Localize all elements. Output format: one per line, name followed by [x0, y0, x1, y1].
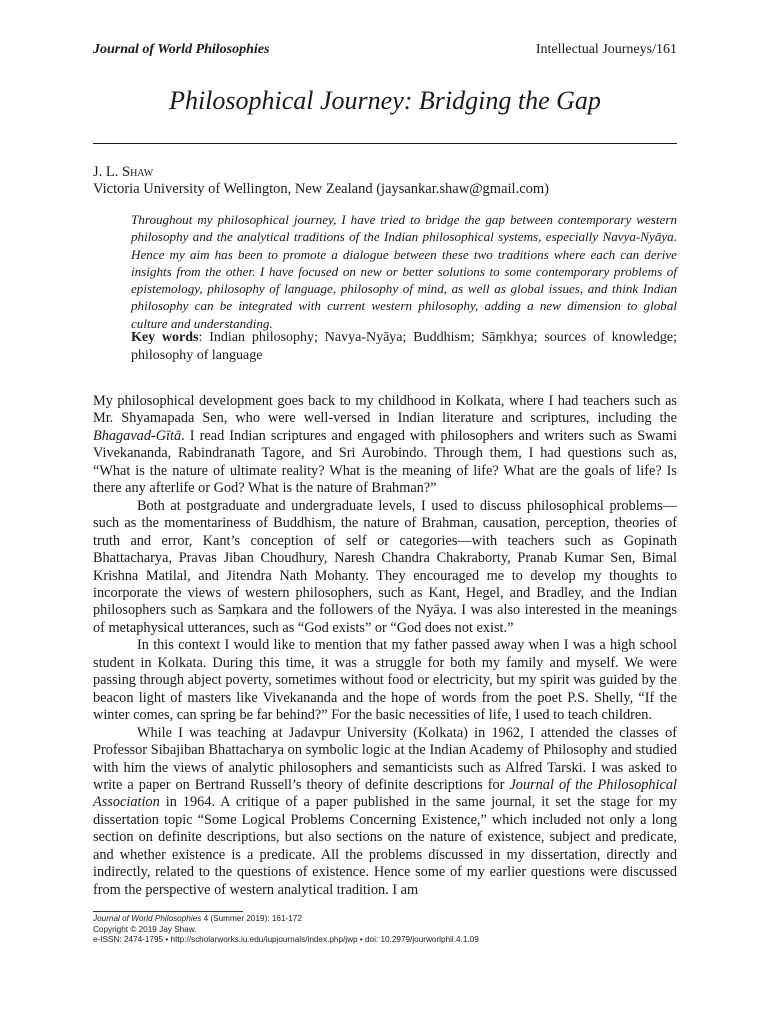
running-head	[93, 42, 677, 62]
footer-citation	[93, 914, 479, 925]
author-surname: Shaw	[122, 164, 154, 180]
title-divider	[93, 143, 677, 144]
article-title: Philosophical Journey: Bridging the Gap	[169, 86, 601, 115]
abstract: Throughout my philosophical journey, I have tried to bridge the gap between contemporary western philosophy and the analytical traditions of the Indian philosophical systems, especially Navya-Nyāya. Hence my aim has been to promote a dialogue between these two traditions where each can derive insights from the other. I have focused on new or better solutions to some contemporary problems of epistemology, philosophy of language, philosophy of mind, as well as global issues, and think Indian philosophy can be integrated with current western philosophy, adding a new dimension to global culture and understanding.	[131, 212, 677, 331]
keywords	[131, 329, 677, 364]
author-initials: J. L.	[93, 164, 122, 180]
footer	[93, 914, 479, 946]
keywords-list: : Indian philosophy; Navya-Nyāya; Buddhism; Sāṃkhya; sources of knowledge; philosophy of language	[131, 330, 677, 363]
paragraph-1	[93, 393, 677, 498]
footer-journal: Journal of World Philosophies	[93, 914, 202, 923]
paragraph-1-emphasis: Bhagavad-Gītā	[93, 427, 182, 444]
footer-divider	[93, 911, 243, 912]
paragraph-2: Both at postgraduate and undergraduate levels, I used to discuss philosophical problems—such as the momentariness of Buddhism, the nature of Brahman, causation, perception, theories of truth and error, Kant’s conception of self or categories—with teachers such as Gopinath Bhattacharya, Pravas Jiban Choudhury, Naresh Chandra Chakraborty, Pranab Kumar Sen, Bimal Krishna Matilal, and Jitendra Nath Mohanty. They encouraged me to develop my thoughts to incorporate the views of western philosophers, such as Kant, Hegel, and Bradley, and the Indian philosophers such as Saṃkara and the followers of the Nyāya. I was also interested in the meanings of metaphysical utterances, such as “God exists” or “God does not exist.”	[93, 497, 677, 636]
journal-name: Journal of World Philosophies	[93, 42, 270, 57]
paragraph-1-text-b: . I read Indian scriptures and engaged with philosophers and writers such as Swami Vivekananda, Rabindranath Tagore, and Sri Aurobindo. Through them, I had questions such as, “What is the nature of ultimate reality? What is the meaning of life? What are the goals of life? Is there any afterlife or God? What is the nature of Brahman?”	[93, 427, 677, 497]
page-reference: Intellectual Journeys/161	[535, 42, 677, 57]
footer-identifiers: e-ISSN: 2474-1795 • http://scholarworks.iu.edu/iupjournals/index.php/jwp • doi: 10.2979/jourworlphil.4.1.09	[93, 935, 479, 945]
paragraph-3: In this context I would like to mention that my father passed away when I was a high school student in Kolkata. During this time, it was a struggle for both my family and myself. We were passing through abject poverty, sometimes without food or electricity, but my spirit was guided by the beacon light of masters like Vivekananda and the hope of words from the poet P.S. Shelly, “If the winter comes, can spring be far behind?” For the basic necessities of life, I used to teach children.	[93, 637, 677, 724]
keywords-label: Key words	[131, 330, 199, 345]
paragraph-4	[93, 725, 677, 900]
article-body	[93, 393, 677, 899]
author-affiliation: Victoria University of Wellington, New Zealand (jaysankar.shaw@gmail.com)	[93, 181, 549, 197]
paragraph-4-text-a: While I was teaching at Jadavpur University (Kolkata) in 1962, I attended the classes of Professor Sibajiban Bhattacharya on symbolic logic at the Indian Academy of Philosophy and studied with him the views of analytic philosophers and semanticists such as Alfred Tarski. I was asked to write a paper on Bertrand Russell’s theory of definite descriptions for	[93, 724, 677, 793]
paragraph-4-text-b: in 1964. A critique of a paper published in the same journal, it set the stage for my dissertation topic “Some Logical Problems Concerning Existence,” which included not only a long section on definite descriptions, but also sections on the nature of existence, subject and predicate, and whether existence is a predicate. All the problems discussed in my dissertation, directly and indirectly, related to the questions of existence. Hence some of my earlier questions were discussed from the perspective of western analytical tradition. I am	[93, 794, 677, 898]
paragraph-1-text-a: My philosophical development goes back to my childhood in Kolkata, where I had teachers such as Mr. Shyamapada Sen, who were well-versed in Indian literature and scriptures, including the	[93, 393, 677, 427]
footer-issue: 4 (Summer 2019): 161-172	[201, 914, 302, 923]
paragraph-4-emphasis: Journal of the Philosophical Association	[93, 776, 677, 811]
footer-copyright: Copyright © 2019 Jay Shaw.	[93, 924, 197, 934]
author-name	[93, 164, 153, 181]
